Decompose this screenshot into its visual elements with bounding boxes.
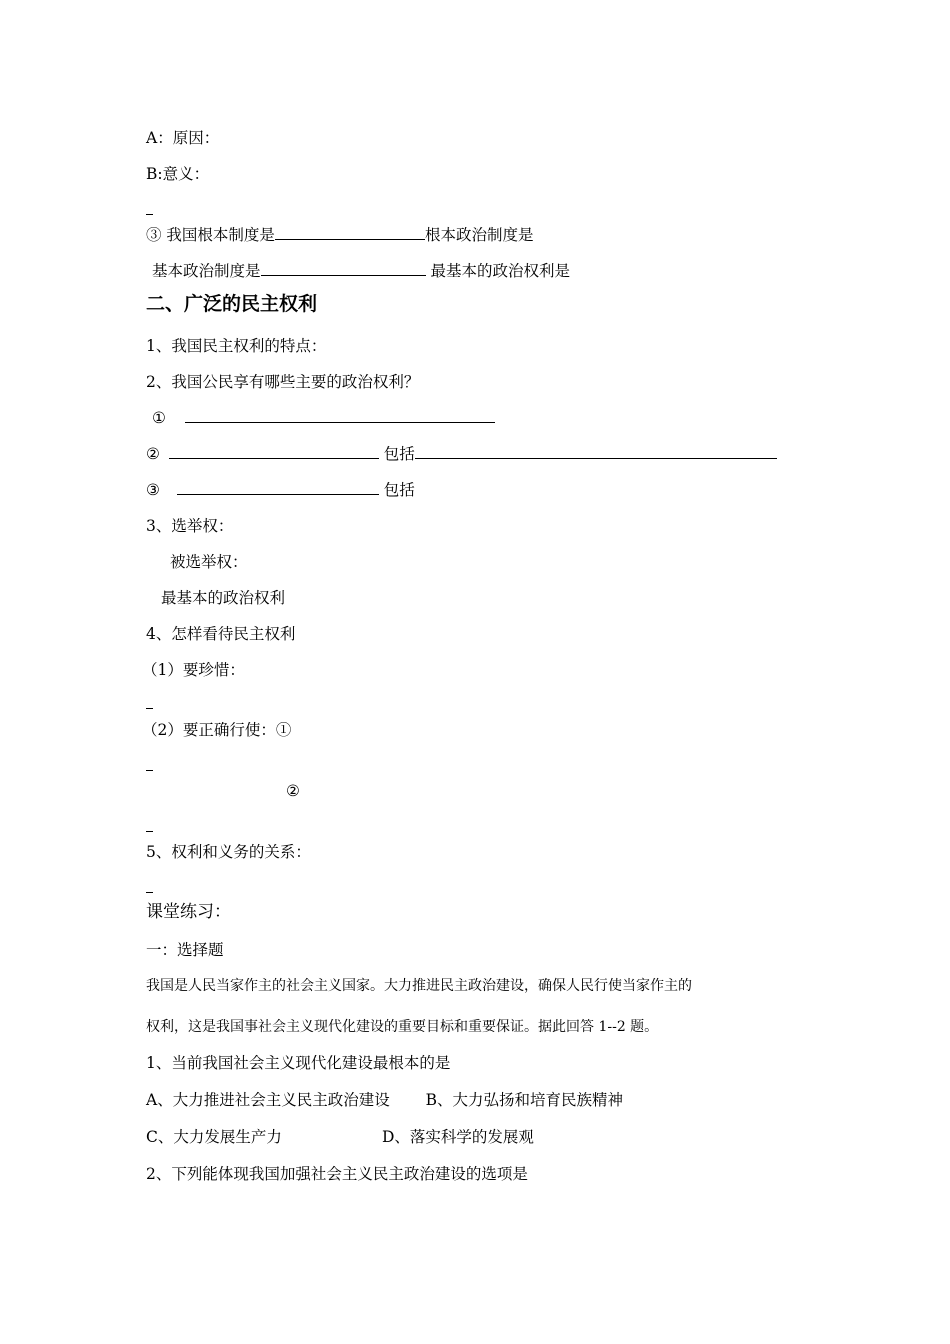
political-system-label: 根本政治制度是 — [424, 226, 534, 244]
basic-right-label: 最基本的政治权利是 — [425, 262, 570, 280]
blank-dash — [146, 214, 153, 215]
blank-dash — [146, 770, 153, 771]
option-c[interactable]: C、大力发展生产力 — [146, 1128, 282, 1146]
question-3-sub-2: 最基本的政治权利 — [161, 589, 286, 607]
question-4-part-2b: ② — [286, 782, 300, 800]
answer-item-2 — [146, 444, 777, 464]
passage-line-2: 权利，这是我国事社会主义现代化建设的重要目标和重要保证。据此回答 1--2 题。 — [146, 1019, 659, 1035]
answer-item-3 — [146, 480, 415, 500]
fill-blank[interactable] — [261, 261, 426, 276]
fill-blank[interactable] — [275, 225, 425, 240]
item-number: ③ — [146, 481, 160, 499]
question-2: 2、我国公民享有哪些主要的政治权利？ — [146, 373, 420, 391]
question-4: 4、怎样看待民主权利 — [146, 625, 296, 643]
includes-label: 包括 — [383, 445, 415, 463]
option-a[interactable]: A、大力推进社会主义民主政治建设 — [146, 1091, 390, 1109]
mc-options-cd — [146, 1127, 534, 1147]
passage-line-1: 我国是人民当家作主的社会主义国家。大力推进民主政治建设，确保人民行使当家作主的 — [146, 978, 692, 994]
blank-dash — [146, 892, 153, 893]
line-system-2 — [152, 261, 570, 281]
line-b-meaning: B:意义： — [146, 165, 210, 183]
question-3-sub-1: 被选举权： — [170, 553, 248, 571]
mc-question-2: 2、下列能体现我国加强社会主义民主政治建设的选项是 — [146, 1165, 528, 1183]
mc-options-ab — [146, 1090, 623, 1110]
blank-dash — [146, 708, 153, 709]
fill-blank[interactable] — [185, 408, 495, 423]
fill-blank[interactable] — [415, 444, 777, 459]
fill-blank[interactable] — [169, 444, 379, 459]
question-5: 5、权利和义务的关系： — [146, 843, 311, 861]
fill-blank[interactable] — [177, 480, 379, 495]
item-number: ② — [146, 445, 160, 463]
question-4-part-2: （2）要正确行使：① — [142, 721, 292, 739]
item-number: ① — [152, 409, 166, 427]
mc-question-1: 1、当前我国社会主义现代化建设最根本的是 — [146, 1054, 451, 1072]
basic-system-label: 基本政治制度是 — [152, 262, 261, 280]
line-a-reason: A：原因： — [146, 129, 220, 147]
answer-item-1 — [152, 408, 495, 428]
blank-dash — [146, 831, 153, 832]
fundamental-system-label: ③ 我国根本制度是 — [146, 226, 275, 244]
section-heading: 二、广泛的民主权利 — [146, 293, 318, 315]
practice-heading: 课堂练习： — [146, 902, 231, 922]
includes-label: 包括 — [383, 481, 415, 499]
line-system-1 — [146, 225, 533, 245]
question-4-part-1: （1）要珍惜： — [142, 661, 245, 679]
option-d[interactable]: D、落实科学的发展观 — [382, 1128, 534, 1146]
question-3: 3、选举权： — [146, 517, 234, 535]
question-1: 1、我国民主权利的特点： — [146, 337, 327, 355]
choice-heading: 一：选择题 — [146, 941, 224, 959]
option-b[interactable]: B、大力弘扬和培育民族精神 — [425, 1091, 623, 1109]
